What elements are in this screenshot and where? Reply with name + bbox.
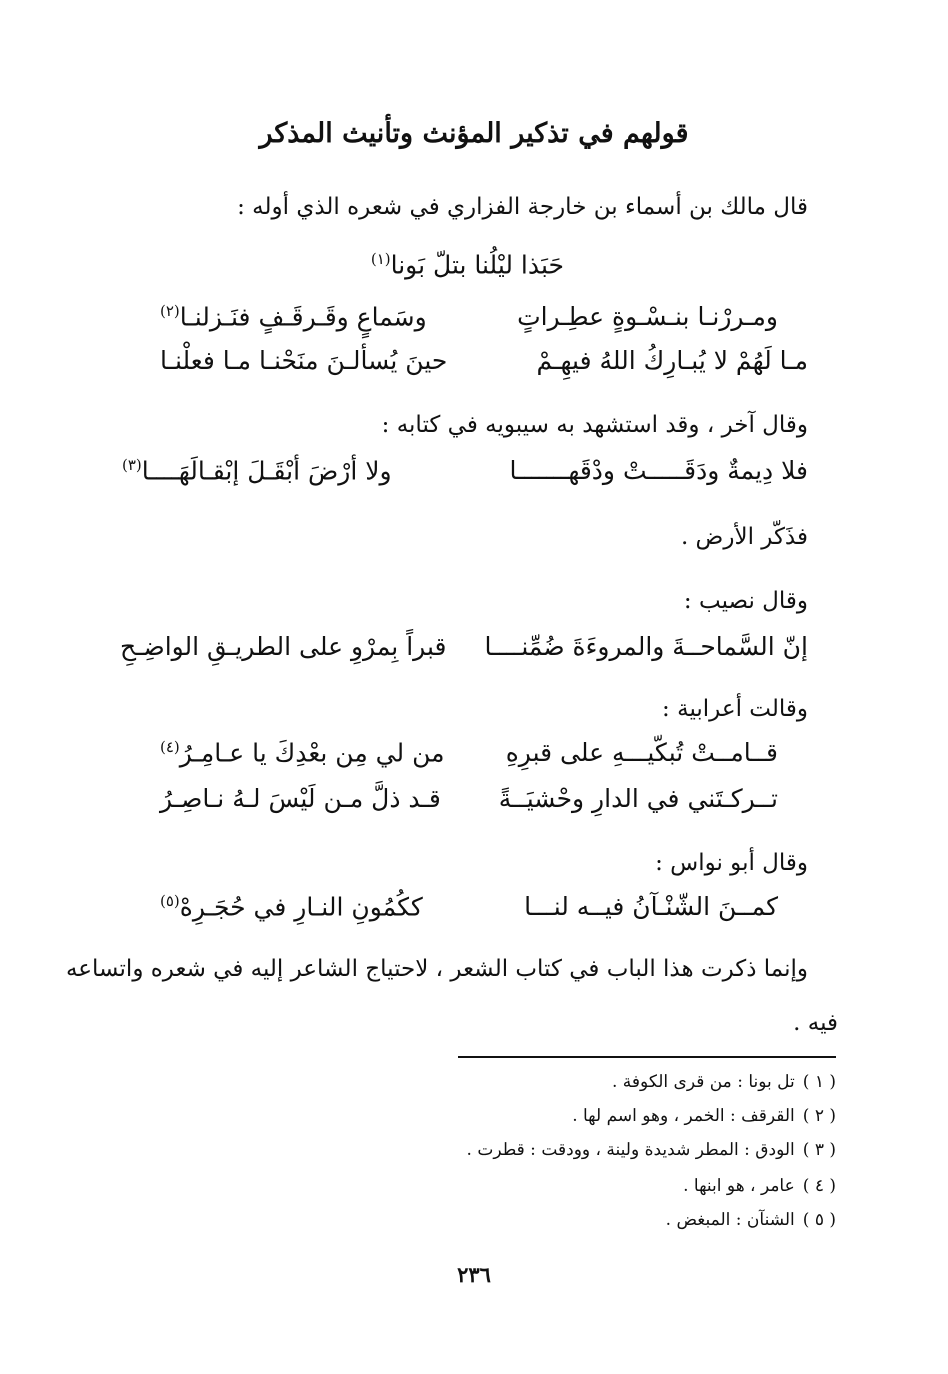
verse-first-hemistich: فلا دِيمةٌ ودَقَـــــتْ ودْقَهـــــــا (509, 456, 808, 485)
footnote (666, 1210, 836, 1230)
verse-first-hemistich: تــركـتَني في الدارِ وحْشيَــةً (498, 784, 778, 813)
footnote (467, 1140, 836, 1160)
verse-second-hemistich: قـد ذلَّ مـن لَيْسَ لـهُ نـاصِـرُ (160, 784, 441, 813)
footnote-marker: (٥) (160, 892, 180, 910)
paragraph-line: وإنما ذكرت هذا الباب في كتاب الشعر ، لاحتياج الشاعر إليه في شعره واتساعه (65, 956, 808, 982)
intro-line: وقال أبو نواس : (655, 850, 808, 876)
verse-second-hemistich (122, 456, 392, 485)
footnote-number: ( ٣ ) (802, 1140, 836, 1160)
footnote-marker: (٣) (122, 456, 142, 474)
paragraph-line: فيه . (793, 1010, 838, 1036)
footnote-number: ( ٥ ) (802, 1210, 836, 1230)
verse-text: حَبَذا ليْلُنا بتلّ بَونا (390, 250, 564, 280)
verse-second-hemistich: قبراً بِمرْوِ على الطريـقِ الواضِـحِ (120, 632, 447, 661)
footnote-marker: (١) (370, 250, 391, 268)
chapter-title: قولهم في تذكير المؤنث وتأنيث المذكر (259, 118, 689, 149)
verse-second-hemistich: حينَ يُسألـنَ منَحْنـا مـا فعلْنـا (160, 346, 448, 375)
verse-text: ولا أرْضَ أبْقَـلَ إبْقـالَهَــــا (141, 456, 392, 486)
page-number: ٢٣٦ (457, 1262, 491, 1287)
footnote (683, 1176, 836, 1196)
verse-first-hemistich: إنّ السَّماحــةَ والمروءَةَ ضُمِّنــــا (484, 632, 808, 661)
intro-line: وقالت أعرابية : (662, 696, 808, 722)
footnote-text: تل بونا : من قرى الكوفة . (612, 1072, 795, 1092)
footnote-text: القرقف : الخمر ، وهو اسم لها . (572, 1106, 795, 1126)
verse-text: من لي مِن بعْدِكَ يا عـامِـرُ (179, 738, 445, 768)
verse-second-hemistich (160, 892, 423, 921)
footnote (572, 1106, 836, 1126)
text-line: فذَكّر الأرض . (680, 524, 808, 550)
footnote-separator (458, 1056, 836, 1058)
footnote (612, 1072, 836, 1092)
footnote-number: ( ١ ) (802, 1072, 836, 1092)
footnote-text: الشنآن : المبغض . (665, 1210, 795, 1230)
footnote-text: عامر ، هو ابنها . (683, 1176, 795, 1196)
footnote-marker: (٢) (160, 302, 180, 320)
footnote-text: الودق : المطر شديدة ولينة ، وودقت : قطرت . (466, 1140, 795, 1160)
verse-opening (371, 250, 564, 279)
intro-line: وقال نصيب : (683, 588, 808, 614)
footnote-number: ( ٢ ) (802, 1106, 836, 1126)
verse-second-hemistich (160, 302, 427, 331)
footnote-marker: (٤) (160, 738, 180, 756)
verse-first-hemistich: ومـررْنـا بنـسْـوةٍ عطِـراتٍ (517, 302, 778, 331)
verse-text: ككُمُونِ النـارِ في حُجَـرِهْ (179, 892, 423, 922)
verse-second-hemistich (160, 738, 445, 767)
intro-line: قال مالك بن أسماء بن خارجة الفزاري في شعره الذي أوله : (237, 194, 808, 220)
verse-first-hemistich: كمــنَ الشّنْـآنُ فيــه لنـــا (524, 892, 778, 921)
verse-text: وسَماعٍ وقَـرقَـفٍ فنَـزلنـا (179, 302, 427, 332)
footnote-number: ( ٤ ) (802, 1176, 836, 1196)
verse-first-hemistich: قــامــتْ تُبكّيـــهِ على قبرِهِ (505, 738, 778, 767)
intro-line: وقال آخر ، وقد استشهد به سيبويه في كتابه : (381, 412, 808, 438)
verse-first-hemistich: مـا لَهُمْ لا يُبـارِكُ اللهُ فيهِـمْ (536, 346, 808, 375)
